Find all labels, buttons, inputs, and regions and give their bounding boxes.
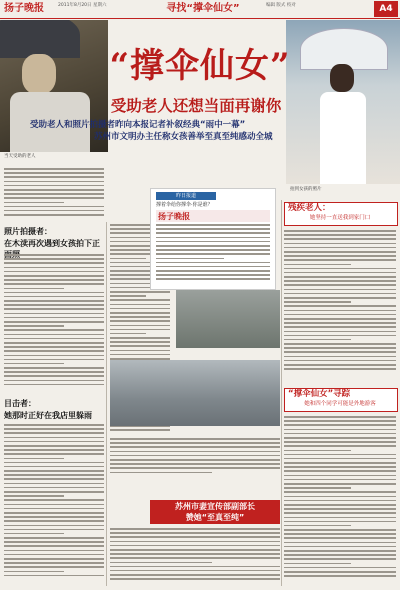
clipping-body [156, 224, 270, 286]
text-line [284, 533, 396, 535]
page-number: A4 [374, 1, 398, 17]
text-line [156, 274, 270, 276]
text-line [110, 451, 280, 453]
text-line [110, 553, 280, 555]
text-line [284, 289, 396, 291]
text-line [4, 267, 104, 269]
text-line [4, 176, 104, 178]
text-line [284, 571, 396, 573]
text-line [4, 346, 104, 348]
girl-head [330, 64, 354, 92]
text-line [284, 268, 396, 270]
text-line [110, 295, 146, 297]
text-line [110, 472, 212, 474]
text-line [4, 334, 104, 336]
photo-caption-left: 当天受助的老人 [4, 154, 36, 159]
text-line [284, 314, 396, 316]
text-line [110, 304, 170, 306]
text-line [4, 296, 104, 298]
text-line [284, 441, 396, 443]
text-line [4, 453, 104, 455]
text-line [110, 299, 170, 301]
column-rule [106, 222, 107, 586]
text-line [4, 533, 64, 535]
issue-date: 2011年8月20日 星期六 [58, 3, 107, 8]
text-line [4, 424, 104, 426]
text-line [284, 280, 396, 282]
text-line [4, 554, 104, 556]
tracing-body [284, 416, 396, 586]
clipping-title: 撑着伞给你撑伞·你是谁？ [156, 202, 213, 208]
headline: “撑伞仙女” [109, 46, 291, 86]
tracing-title: “撑伞仙女”寻踪 [288, 389, 351, 399]
text-line [4, 562, 104, 564]
text-line [110, 308, 170, 310]
text-line [4, 384, 104, 386]
text-line [284, 500, 396, 502]
text-line [156, 253, 270, 255]
text-line [4, 275, 104, 277]
text-line [4, 329, 104, 331]
clipping-tag: 昨日报道 [156, 192, 216, 200]
text-line [110, 354, 170, 356]
text-line [110, 562, 212, 564]
text-line [4, 445, 104, 447]
text-line [4, 189, 104, 191]
subheadline: 受助老人还想当面再谢你 [110, 96, 282, 115]
text-line [284, 563, 351, 565]
text-line [284, 491, 396, 493]
text-line [4, 470, 104, 472]
text-line [110, 291, 170, 293]
text-line [284, 343, 396, 345]
text-line [156, 224, 270, 226]
column-rule [281, 200, 282, 586]
text-line [110, 541, 280, 543]
text-line [284, 347, 396, 349]
story2-title: 目击者： [4, 399, 36, 408]
text-line [110, 574, 280, 576]
text-line [4, 292, 104, 294]
text-line [4, 271, 104, 273]
text-line [284, 326, 396, 328]
text-line [284, 335, 396, 337]
text-line [4, 338, 104, 340]
text-line [4, 545, 104, 547]
text-line [284, 368, 396, 370]
text-line [4, 304, 104, 306]
text-line [284, 310, 396, 312]
text-line [284, 322, 396, 324]
story2-subtitle: 她那时正好在我店里躲雨 [4, 411, 92, 420]
text-line [4, 359, 104, 361]
text-line [284, 521, 396, 523]
text-line [110, 438, 280, 440]
text-line [284, 508, 396, 510]
text-line [284, 360, 396, 362]
disabled-elder-subtitle: 她坚持一直送我到家门口 [309, 215, 371, 221]
text-line [4, 342, 104, 344]
text-line [4, 210, 104, 212]
text-line [4, 168, 104, 170]
text-line [110, 467, 280, 469]
text-line [4, 558, 104, 560]
text-line [284, 537, 396, 539]
text-line [110, 329, 170, 331]
text-line [110, 570, 280, 572]
text-line [284, 416, 396, 418]
text-line [4, 550, 104, 552]
awarded-title: 苏州市妻宣传部副部长 [175, 502, 255, 511]
text-line [110, 536, 280, 538]
text-line [110, 341, 170, 343]
text-line [110, 316, 170, 318]
text-line [284, 546, 396, 548]
text-line [284, 450, 351, 452]
text-line [4, 437, 104, 439]
text-line [284, 575, 396, 577]
disabled-elder-title: 残疾老人： [288, 203, 331, 213]
text-line [284, 475, 396, 477]
text-line [284, 293, 396, 295]
text-line [4, 537, 104, 539]
text-line [284, 318, 396, 320]
story1-body [4, 254, 104, 394]
text-line [284, 305, 396, 307]
text-line [4, 367, 104, 369]
section-title: 寻找“撑伞仙女” [166, 3, 240, 14]
text-line [156, 266, 270, 268]
text-line [4, 254, 104, 256]
text-line [4, 520, 104, 522]
text-line [110, 320, 170, 322]
text-line [4, 279, 104, 281]
text-line [284, 550, 396, 552]
text-line [284, 356, 396, 358]
clipping-masthead: 扬子晚报 [156, 210, 270, 222]
text-line [284, 276, 396, 278]
text-line [110, 312, 170, 314]
text-line [156, 258, 224, 260]
text-line [284, 445, 396, 447]
text-line [110, 578, 280, 580]
text-line [4, 504, 104, 506]
awarded-subtitle: 赞她“至真至纯” [185, 513, 245, 522]
text-line [156, 245, 270, 247]
text-line [4, 508, 104, 510]
text-line [4, 380, 104, 382]
text-line [4, 308, 104, 310]
text-line [284, 301, 351, 303]
text-line [4, 499, 104, 501]
text-line [4, 432, 104, 434]
text-line [4, 428, 104, 430]
tracing-subtitle: 她和四个同学可能是外地游客 [304, 401, 376, 407]
text-line [4, 371, 104, 373]
text-line [284, 542, 396, 544]
text-line [156, 228, 270, 230]
text-line [156, 232, 270, 234]
text-line [110, 532, 280, 534]
text-line [4, 214, 104, 216]
text-line [4, 350, 104, 352]
text-line [4, 525, 104, 527]
text-line [4, 283, 104, 285]
text-line [284, 234, 396, 236]
text-line [4, 258, 104, 260]
text-line [284, 462, 396, 464]
text-line [284, 238, 396, 240]
text-line [284, 243, 396, 245]
masthead-logo: 扬子晚报 [4, 3, 44, 14]
story1-subtitle: 在木渎再次遇到女孩拍下正 [4, 239, 100, 248]
text-line [110, 350, 170, 352]
text-line [284, 470, 396, 472]
text-line [110, 337, 170, 339]
text-line [4, 575, 104, 577]
text-line [110, 258, 146, 260]
text-line [110, 345, 170, 347]
text-line [110, 459, 280, 461]
text-line [4, 321, 104, 323]
text-line [284, 429, 396, 431]
text-line [4, 541, 104, 543]
text-line [4, 317, 104, 319]
text-line [4, 449, 104, 451]
text-line [284, 264, 351, 266]
text-line [156, 270, 270, 272]
text-line [284, 525, 351, 527]
text-line [156, 249, 270, 251]
text-line [4, 193, 104, 195]
text-line [4, 516, 104, 518]
text-line [4, 325, 64, 327]
text-line [284, 284, 396, 286]
text-line [4, 478, 104, 480]
text-line [156, 241, 270, 243]
awarded-body [110, 528, 280, 586]
text-line [4, 202, 64, 204]
text-line [284, 272, 396, 274]
text-line [284, 567, 396, 569]
disabled-elder-body [284, 230, 396, 380]
text-line [156, 237, 270, 239]
text-line [4, 566, 104, 568]
text-line [284, 424, 396, 426]
text-line [284, 255, 396, 257]
editor-credits: 编辑 版式 校对 [266, 3, 296, 8]
text-line [4, 181, 104, 183]
text-line [4, 495, 64, 497]
text-line [4, 571, 64, 573]
photo-elderly-man [0, 20, 108, 152]
photo-caption-right: 拍到女孩的照片 [290, 187, 322, 192]
umbrella-shape [0, 20, 80, 58]
text-line [284, 454, 396, 456]
text-line [110, 557, 280, 559]
deck-line-1: 受助老人和照片拍摄者昨向本报记者补叙经典“雨中一幕” [30, 120, 246, 130]
text-line [284, 230, 396, 232]
text-line [4, 458, 64, 460]
text-line [156, 262, 270, 264]
text-line [4, 483, 104, 485]
text-line [110, 549, 280, 551]
text-line [4, 529, 104, 531]
text-line [284, 517, 396, 519]
text-line [110, 463, 280, 465]
text-line [4, 355, 104, 357]
text-line [110, 333, 146, 335]
text-line [284, 496, 396, 498]
text-line [4, 288, 64, 290]
text-line [284, 420, 396, 422]
man-figure [22, 54, 56, 94]
text-line [4, 474, 104, 476]
photo-street-scene [176, 290, 280, 348]
story1-title: 照片拍摄者： [4, 227, 52, 236]
text-line [110, 325, 170, 327]
text-line [110, 429, 170, 431]
text-line [4, 491, 104, 493]
text-line [284, 512, 396, 514]
text-line [4, 512, 104, 514]
text-line [284, 433, 396, 435]
text-line [284, 331, 396, 333]
lead-paragraph [4, 168, 104, 220]
text-line [284, 466, 396, 468]
header-rule [0, 18, 400, 19]
text-line [284, 364, 396, 366]
text-line [4, 197, 104, 199]
story2-body [4, 424, 104, 584]
text-line [284, 458, 396, 460]
text-line [4, 262, 104, 264]
text-line [4, 375, 104, 377]
photo-rainy-street [110, 360, 280, 426]
text-line [110, 566, 280, 568]
text-line [284, 251, 396, 253]
deck-line-2: 苏州市文明办主任称女孩善举至真至纯感动全城 [94, 132, 273, 142]
text-line [110, 446, 280, 448]
text-line [4, 300, 104, 302]
text-line [284, 529, 396, 531]
text-line [110, 455, 280, 457]
photo-umbrella-girl [286, 20, 400, 184]
text-line [4, 172, 104, 174]
text-line [4, 313, 104, 315]
text-line [284, 483, 396, 485]
text-line [110, 528, 280, 530]
text-line [110, 442, 280, 444]
text-line [4, 462, 104, 464]
text-line [284, 259, 396, 261]
text-line [284, 437, 396, 439]
text-line [4, 206, 104, 208]
middle-lower-body [110, 438, 280, 478]
text-line [284, 479, 396, 481]
text-line [284, 297, 396, 299]
text-line [4, 363, 64, 365]
text-line [284, 554, 396, 556]
text-line [284, 339, 351, 341]
text-line [4, 487, 104, 489]
text-line [4, 185, 104, 187]
text-line [284, 558, 396, 560]
text-line [4, 466, 104, 468]
text-line [156, 278, 270, 280]
text-line [284, 247, 396, 249]
text-line [4, 441, 104, 443]
text-line [284, 351, 396, 353]
text-line [284, 487, 351, 489]
text-line [110, 545, 280, 547]
text-line [284, 504, 396, 506]
